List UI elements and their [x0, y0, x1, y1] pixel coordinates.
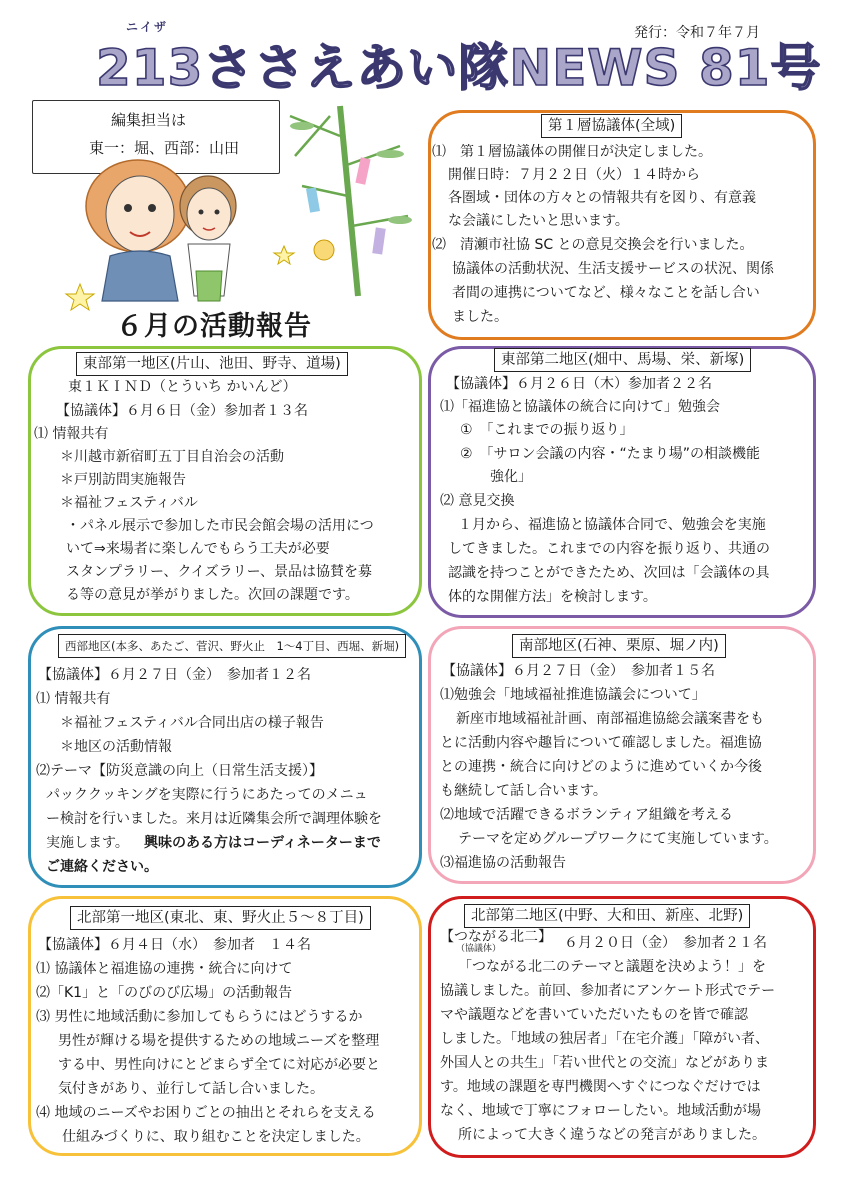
section-title-zentai: 第１層協議体(全域) — [541, 114, 682, 138]
text-line: ⑴ 情報共有 — [34, 426, 109, 442]
text-line: ⑴勉強会「地域福祉推進協議会について」 — [440, 687, 706, 703]
text-line: な会議にしたいと思います。 — [448, 213, 629, 229]
text-line: ・パネル展示で参加した市民会館会場の活用につ — [66, 518, 374, 534]
text-line: 各圏域・団体の方々との情報共有を図り、有意義 — [448, 190, 756, 206]
text-line: ⑴ 協議体と福進協の連携・統合に向けて — [36, 961, 293, 977]
text-line: ⑴ 情報共有 — [36, 691, 111, 707]
contact-note: 興味のある方はコーディネーターまで — [144, 835, 381, 851]
masthead-ruby: ニイザ — [126, 20, 169, 34]
editor-label: 編集担当は — [111, 111, 187, 129]
text-line: 【協議体】６月２７日（金） 参加者１２名 — [38, 667, 311, 683]
text-line: 所によって大きく違うなどの発言がありました。 — [458, 1127, 766, 1143]
text-line: 開催日時：７月２２日（火）１４時から — [448, 167, 700, 183]
star-icon — [274, 246, 294, 264]
text-line: ② 「サロン会議の内容・“たまり場”の相談機能 — [460, 446, 761, 462]
text-line: なく、地域で丁寧にフォローしたい。地域活動が場 — [440, 1103, 762, 1119]
text-line: す。地域の課題を専門機関へすぐにつなぐだけでは — [440, 1079, 761, 1095]
issue-date: 発行：令和７年７月 — [634, 25, 760, 41]
text-line: ⑵ 清瀬市社協 SC との意見交換会を行いました。 — [432, 237, 754, 253]
bamboo-icon — [290, 106, 412, 296]
text-line: ⑶福進協の活動報告 — [440, 855, 566, 871]
text-line: １月から、福進協と協議体合同で、勉強会を実施 — [458, 517, 766, 533]
text-line: してきました。これまでの内容を振り返り、共通の — [448, 541, 770, 557]
text-line: パッククッキングを実際に行うにあたってのメニュ — [46, 787, 368, 803]
text-line: 【協議体】６月４日（水） 参加者 １４名 — [38, 937, 311, 953]
section-title-hokubu1: 北部第一地区(東北、東、野火止５～８丁目) — [70, 906, 371, 930]
text-line: ⑵「K1」と「のびのび広場」の活動報告 — [36, 985, 293, 1001]
section-title-higashi2: 東部第二地区(畑中、馬場、栄、新塚) — [494, 348, 751, 372]
section-title-hokubu2: 北部第二地区(中野、大和田、新座、北野) — [464, 904, 750, 928]
text-line: 気付きがあり、並行して話し合いました。 — [58, 1081, 324, 1097]
text-line: ⑷ 地域のニーズやお困りごとの抽出とそれらを支える — [36, 1105, 376, 1121]
text-line: る等の意見が挙がりました。次回の課題です。 — [66, 587, 359, 603]
text-line: ＊福祉フェスティバル — [60, 495, 198, 511]
text-line: 「つながる北二のテーマと議題を決めよう！」を — [458, 959, 766, 975]
group-name-ruby: （協議体） — [456, 944, 502, 954]
text-line: 体的な開催方法」を検討します。 — [448, 589, 657, 605]
text-line: 新座市地域福祉計画、南部福進協総会議案書をも — [456, 711, 764, 727]
text-line: ⑴「福進協と協議体の統合に向けて」勉強会 — [440, 399, 720, 415]
editor-names: 東一：堀、西部：山田 — [89, 139, 240, 157]
text-line: 男性が輝ける場を提供するための地域ニーズを整理 — [58, 1033, 380, 1049]
text-line: ⑵地域で活躍できるボランティア組織を考える — [440, 807, 733, 823]
text-line: ー検討を行いました。来月は近隣集会所で調理体験を — [46, 811, 382, 827]
text-line: する中、男性向けにとどまらず全てに対応が必要と — [58, 1057, 380, 1073]
text-line: ⑵テーマ【防災意識の向上（日常生活支援）】 — [36, 763, 323, 779]
text-line: とに活動内容や趣旨について確認しました。福進協 — [440, 735, 762, 751]
text-line: ＊戸別訪問実施報告 — [60, 472, 186, 488]
meeting-date: ６月２０日（金） 参加者２１名 — [564, 935, 767, 951]
text-line: ⑵ 意見交換 — [440, 493, 515, 509]
character-left-icon — [86, 160, 190, 301]
text-line: 者間の連携についてなど、様々なことを話し合い — [452, 285, 760, 301]
text-line: 【協議体】６月２６日（木）参加者２２名 — [446, 376, 712, 392]
illustration — [40, 96, 420, 316]
report-heading: ６月の活動報告 — [116, 311, 312, 342]
character-right-icon — [180, 176, 236, 301]
masthead-title: 213ささえあい隊NEWS 81号 — [96, 39, 822, 97]
text-line: いて⇒来場者に楽しんでもらう工夫が必要 — [66, 541, 330, 557]
text-line: ＊福祉フェスティバル合同出店の様子報告 — [60, 715, 324, 731]
text-line: テーマを定めグループワークにて実施しています。 — [458, 831, 778, 847]
text-line: 認識を持つことができたため、次回は「会議体の具 — [448, 565, 770, 581]
text-line: マや議題などを書いていただいたものを皆で確認 — [440, 1007, 748, 1023]
text-line: ⑶ 男性に地域活動に参加してもらうにはどうするか — [36, 1009, 363, 1025]
text-line: ① 「これまでの振り返り」 — [460, 422, 634, 438]
text-line: 強化」 — [490, 469, 532, 485]
text-line: 外国人との共生」「若い世代との交流」などがありま — [440, 1055, 769, 1071]
contact-note: ご連絡ください。 — [46, 859, 158, 875]
text-line: しました。「地域の独居者」「在宅介護」「障がい者、 — [440, 1031, 769, 1047]
text-line: 協議体の活動状況、生活支援サービスの状況、関係 — [452, 261, 774, 277]
text-line: も継続して話し合います。 — [440, 783, 607, 799]
group-name: 【つながる北二】 — [440, 929, 552, 945]
text-line: ＊地区の活動情報 — [60, 739, 172, 755]
text-line: スタンプラリー、クイズラリー、景品は協賛を募 — [66, 564, 373, 580]
text-line: 【協議体】６月６日（金）参加者１３名 — [56, 403, 308, 419]
text-line: ⑴ 第１層協議体の開催日が決定しました。 — [432, 144, 712, 160]
text-line: 東１ＫＩＮＤ（とういち かいんど） — [68, 379, 297, 395]
text-line: 仕組みづくりに、取り組むことを決定しました。 — [62, 1129, 370, 1145]
section-title-seibu: 西部地区(本多、あたご、菅沢、野火止 1～4丁目、西堀、新堀) — [58, 634, 406, 658]
text-line: 実施します。 — [46, 835, 129, 851]
text-line: ました。 — [452, 309, 508, 325]
text-line: 協議しました。前回、参加者にアンケート形式でテー — [440, 983, 776, 999]
text-line: ＊川越市新宿町五丁目自治会の活動 — [60, 449, 284, 465]
text-line: との連携・統合に向けどのように進めていくか今後 — [440, 759, 762, 775]
text-line: 【協議体】６月２７日（金） 参加者１５名 — [442, 663, 715, 679]
section-title-nanbu: 南部地区(石神、栗原、堀ノ内) — [512, 634, 726, 658]
star-icon — [66, 284, 94, 310]
section-title-higashi1: 東部第一地区(片山、池田、野寺、道場) — [76, 352, 348, 376]
